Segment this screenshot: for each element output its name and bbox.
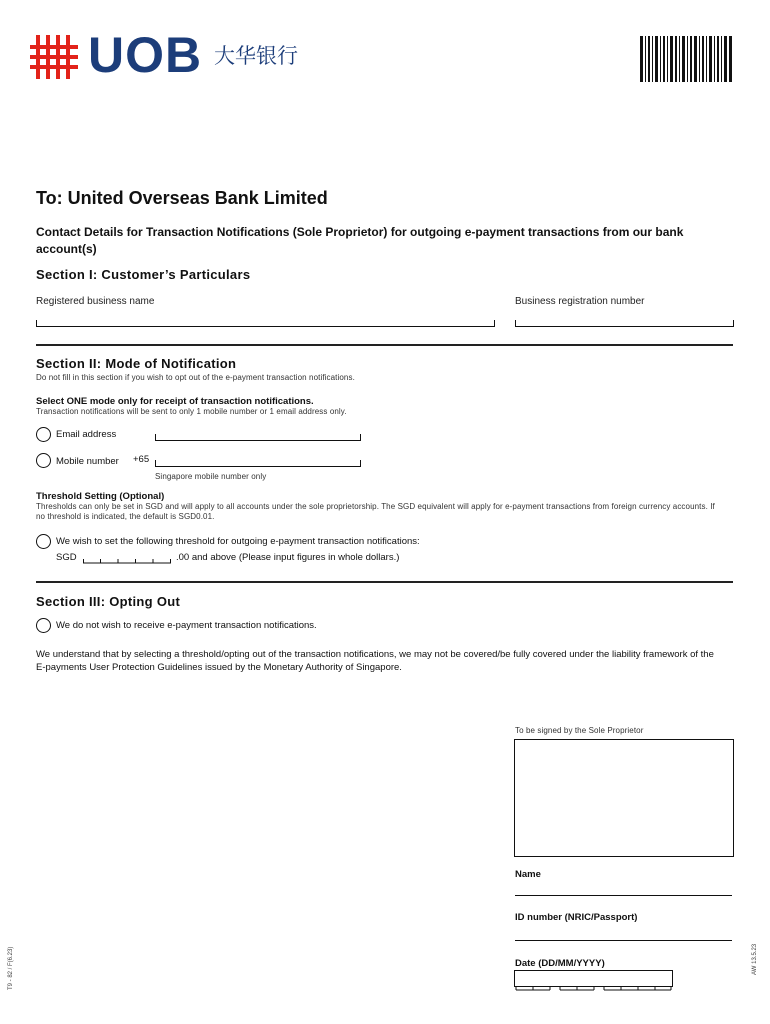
business-name-field[interactable] — [36, 320, 495, 327]
mobile-label: Mobile number — [56, 456, 119, 467]
logo-text: UOB — [88, 27, 203, 83]
threshold-heading: Threshold Setting (Optional) — [36, 491, 165, 502]
select-mode-note: Transaction notifications will be sent to only 1 mobile number or 1 email address only. — [36, 407, 347, 416]
threshold-option-label: We wish to set the following threshold for outgoing e-payment transaction notifications: — [56, 536, 420, 547]
date-field[interactable] — [514, 970, 676, 992]
sign-label: To be signed by the Sole Proprietor — [515, 726, 644, 735]
sgd-suffix: .00 and above (Please input figures in whole dollars.) — [176, 552, 400, 563]
email-field[interactable] — [155, 434, 361, 441]
logo-chinese-text: 大华银行 — [214, 44, 298, 68]
id-number-label: ID number (NRIC/Passport) — [515, 912, 638, 923]
sgd-label: SGD — [56, 552, 77, 563]
section-divider — [36, 344, 733, 346]
opt-out-note: Do not fill in this section if you wish to opt out of the e-payment transaction notifications. — [36, 373, 355, 382]
section-divider — [36, 581, 733, 583]
uob-logo-icon — [30, 35, 78, 79]
section1-heading: Section I: Customer’s Particulars — [36, 267, 251, 282]
business-name-label: Registered business name — [36, 296, 155, 307]
mobile-field[interactable] — [155, 460, 361, 467]
signature-box[interactable] — [514, 739, 734, 857]
email-label: Email address — [56, 429, 117, 440]
name-label: Name — [515, 869, 541, 880]
name-field[interactable] — [515, 895, 732, 896]
business-reg-field[interactable] — [515, 320, 734, 327]
opt-out-radio[interactable] — [36, 618, 51, 633]
threshold-note: Thresholds can only be set in SGD and will apply to all accounts under the sole proprietorship. The SGD equivalent will apply for e-payment transactions from foreign currency accounts. If no threshold is indicated, the default is SGD0.01. — [36, 502, 715, 521]
mobile-radio[interactable] — [36, 453, 51, 468]
mobile-prefix: +65 — [133, 454, 150, 465]
section2-heading: Section II: Mode of Notification — [36, 356, 237, 371]
id-number-field[interactable] — [515, 940, 732, 941]
right-side-code: AW 13.5.23 — [752, 943, 758, 975]
form-code: T9 - 82 / F(6.23) — [8, 946, 14, 990]
sgd-amount-field[interactable] — [83, 552, 173, 564]
understanding-statement: We understand that by selecting a threshold/opting out of the transaction notifications, we may not be covered/be fully covered under the liability framework of the E-payments User Protection Guidelines issued by the Monetary Authority of Singapore. — [36, 649, 714, 673]
opt-out-label: We do not wish to receive e-payment transaction notifications. — [56, 620, 317, 631]
date-label: Date (DD/MM/YYYY) — [515, 958, 605, 969]
business-reg-label: Business registration number — [515, 296, 645, 307]
document-title: To: United Overseas Bank Limited — [36, 188, 328, 208]
section3-heading: Section III: Opting Out — [36, 594, 181, 609]
threshold-radio[interactable] — [36, 534, 51, 549]
email-radio[interactable] — [36, 427, 51, 442]
barcode-icon — [640, 36, 732, 82]
document-subtitle: Contact Details for Transaction Notifications (Sole Proprietor) for outgoing e-payment transactions from our bank account(s) — [36, 225, 684, 256]
select-mode-heading: Select ONE mode only for receipt of transaction notifications. — [36, 396, 314, 407]
mobile-note: Singapore mobile number only — [155, 472, 267, 481]
